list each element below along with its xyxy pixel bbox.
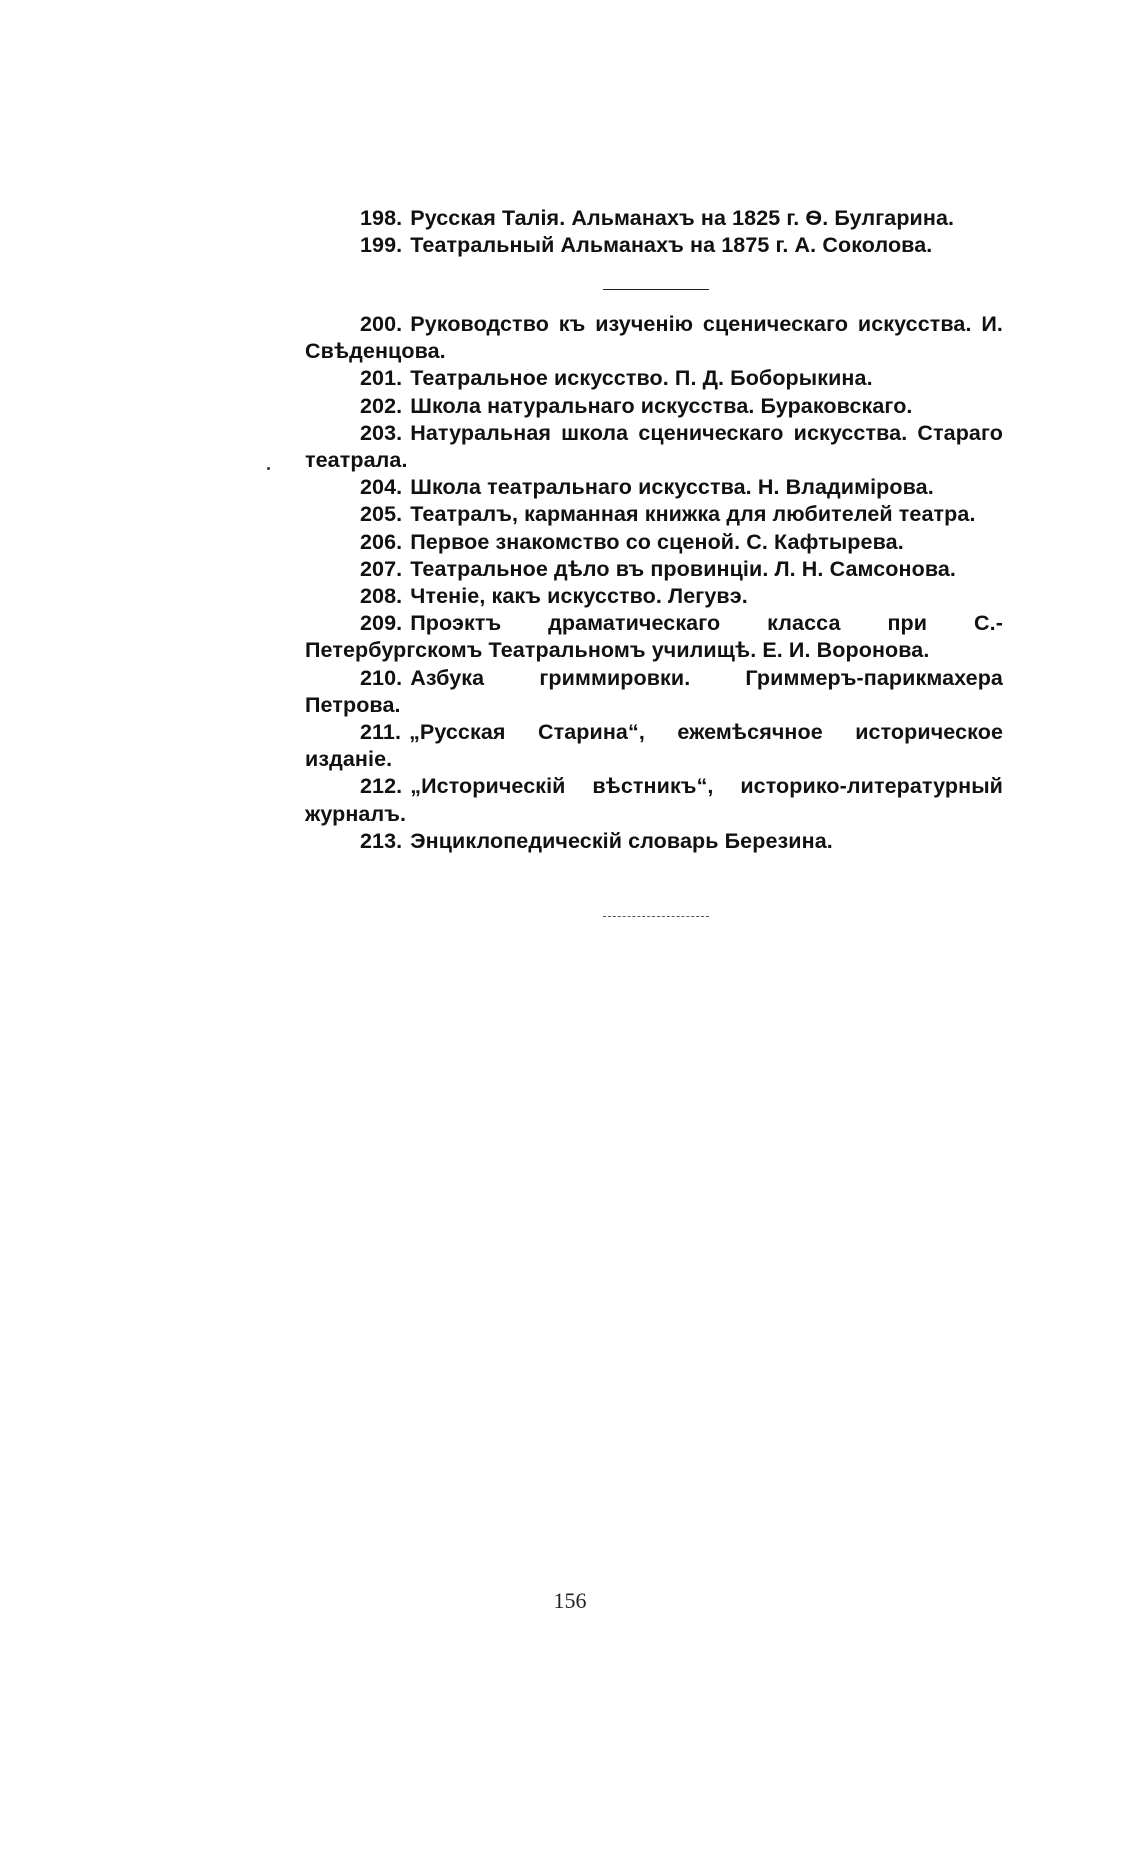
entry-number: 202. [360, 393, 403, 418]
entry-text: Русская Талія. Альманахъ на 1825 г. Ѳ. Булгарина. [410, 206, 955, 230]
bibliography-entry-199 [305, 232, 1003, 259]
entry-number: 209. [360, 611, 403, 636]
end-divider [603, 916, 709, 917]
entry-text: Театральное искусство. П. Д. Боборыкина. [410, 366, 873, 391]
print-speck [267, 467, 270, 470]
entry-text: Энциклопедическій словарь Березина. [410, 828, 833, 853]
bibliography-entry-204 [305, 474, 1003, 501]
entry-number: 200. [360, 312, 403, 336]
entry-text: Руководство къ изученію сценическаго искусства. И. Свѣденцова. [305, 312, 1003, 364]
entry-text: Азбука гриммировки. Гриммеръ-парикмахера Петрова. [305, 665, 1003, 717]
bibliography-entry-209 [305, 610, 1003, 664]
bibliography-entry-207 [305, 556, 1003, 583]
entry-number: 205. [360, 502, 403, 527]
bibliography-list-main [305, 311, 1003, 855]
entry-text: Театралъ, карманная книжка для любителей театра. [410, 502, 976, 527]
entry-text: Чтеніе, какъ искусство. Легувэ. [410, 584, 748, 609]
entry-text: Школа натуральнаго искусства. Бураковскаго. [410, 393, 913, 418]
entry-number: 208. [360, 584, 403, 609]
entry-number: 204. [360, 475, 403, 500]
entry-number: 206. [360, 529, 403, 554]
entry-text: Театральное дѣло въ провинціи. Л. Н. Самсонова. [410, 556, 957, 581]
bibliography-entry-211 [305, 719, 1003, 773]
entry-text: Натуральная школа сценическаго искусства. Стараго театрала. [305, 420, 1003, 473]
bibliography-entry-213 [305, 828, 1003, 855]
bibliography-entry-202 [305, 393, 1003, 420]
bibliography-entry-212 [305, 773, 1003, 827]
bibliography-entry-201 [305, 365, 1003, 392]
entry-number: 207. [360, 556, 403, 581]
entry-text: Школа театральнаго искусства. Н. Владимірова. [410, 475, 934, 500]
bibliography-list-top [305, 205, 1003, 259]
entry-number: 199. [360, 233, 403, 258]
entry-number: 201. [360, 366, 403, 391]
entry-text: Первое знакомство со сценой. С. Кафтырева. [410, 529, 904, 554]
bibliography-entry-203 [305, 420, 1003, 474]
entry-number: 211. [360, 720, 402, 745]
bibliography-entry-210 [305, 665, 1003, 719]
entry-text: „Русская Старина“, ежемѣсячное историческое изданіе. [305, 720, 1003, 772]
entry-number: 212. [360, 774, 403, 799]
bibliography-entry-198 [305, 205, 1003, 232]
entry-number: 203. [360, 420, 403, 445]
bibliography-entry-206 [305, 529, 1003, 556]
entry-text: Театральный Альманахъ на 1875 г. А. Соколова. [410, 233, 933, 258]
section-divider [603, 289, 709, 290]
bibliography-entry-208 [305, 583, 1003, 610]
entry-number: 213. [360, 828, 403, 853]
entry-number: 198. [360, 206, 403, 230]
entry-text: „Историческій вѣстникъ“, историко-литературный журналъ. [305, 774, 1003, 826]
entry-number: 210. [360, 665, 403, 690]
page-number: 156 [553, 1588, 587, 1613]
bibliography-entry-205 [305, 501, 1003, 528]
entry-text: Проэктъ драматическаго класса при С.-Петербургскомъ Театральномъ училищѣ. Е. И. Воронова. [305, 611, 1003, 663]
bibliography-entry-200 [305, 311, 1003, 365]
